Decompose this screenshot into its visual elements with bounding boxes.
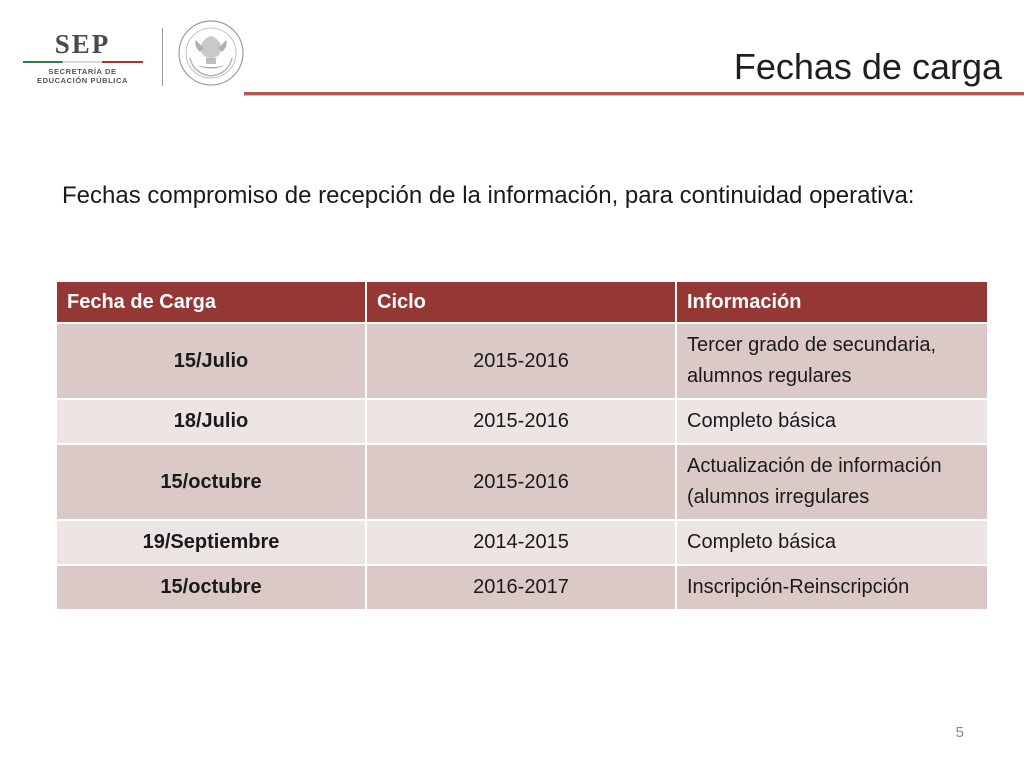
title-rule [244,92,1024,95]
header-fecha-de-carga: Fecha de Carga [57,282,366,323]
table-header-row [57,282,987,323]
sep-logo-tricolor-bar [23,61,143,63]
logo-divider [162,28,163,86]
table-row [57,444,987,520]
cell-fecha: 18/Julio [57,399,366,444]
sep-logo [20,30,145,85]
cell-informacion: Completo básica [676,399,987,444]
cell-ciclo: 2014-2015 [366,520,676,565]
cell-informacion: Inscripción-Reinscripción [676,565,987,610]
header-informacion: Información [676,282,987,323]
table-row [57,565,987,610]
table-row [57,323,987,399]
table-row [57,399,987,444]
cell-ciclo: 2015-2016 [366,399,676,444]
cell-fecha: 15/octubre [57,565,366,610]
mexican-seal-icon [176,18,246,88]
page-title: Fechas de carga [733,46,1002,87]
page-number: 5 [955,724,964,741]
cell-fecha: 19/Septiembre [57,520,366,565]
header-ciclo: Ciclo [366,282,676,323]
cell-fecha: 15/octubre [57,444,366,520]
sep-logo-text: SEP [54,29,111,59]
cell-ciclo: 2015-2016 [366,323,676,399]
cell-ciclo: 2015-2016 [366,444,676,520]
intro-text: Fechas compromiso de recepción de la información, para continuidad operativa: [62,182,915,209]
cell-informacion: Completo básica [676,520,987,565]
data-table [57,282,987,611]
cell-informacion: Tercer grado de secundaria, alumnos regulares [676,323,987,399]
sep-logo-subtitle-line1: SECRETARÍA DE [48,67,117,76]
cell-ciclo: 2016-2017 [366,565,676,610]
cell-informacion: Actualización de información (alumnos irregulares [676,444,987,520]
sep-logo-subtitle-line2: EDUCACIÓN PÚBLICA [36,76,129,85]
cell-fecha: 15/Julio [57,323,366,399]
table-row [57,520,987,565]
